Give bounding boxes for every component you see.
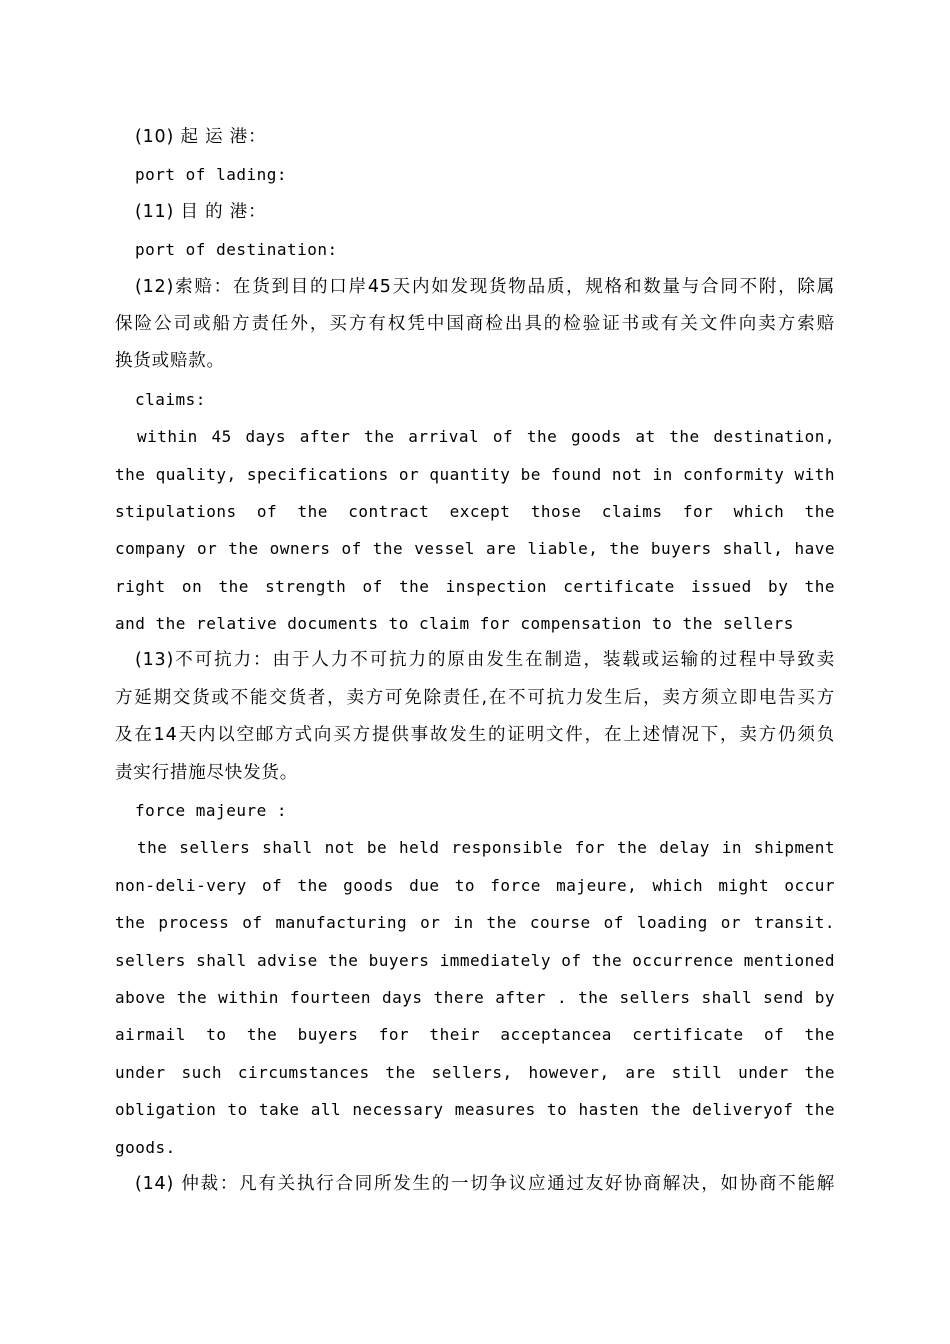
force-majeure-cn-line-1: (13)不可抗力：由于人力不可抗力的原由发生在制造，装载或运输的过程中导致卖	[135, 650, 835, 671]
claims-en-line-2: the quality, specifications or quantity be found not in conformity with	[115, 464, 835, 484]
claims-en-heading: claims:	[135, 389, 206, 409]
force-majeure-cn-line-3: 及在14天内以空邮方式向买方提供事故发生的证明文件，在上述情况下，卖方仍须负	[115, 725, 835, 746]
force-majeure-en-heading: force majeure :	[135, 801, 287, 821]
claims-cn-line-3: 换货或赔款。	[115, 351, 225, 372]
port-of-destination-cn-label: (11) 目 的 港：	[135, 201, 267, 222]
force-majeure-en-line-6: airmail to the buyers for their acceptancea certificate of the	[115, 1025, 835, 1045]
claims-en-line-4: company or the owners of the vessel are liable, the buyers shall, have	[115, 539, 835, 559]
force-majeure-en-line-4: sellers shall advise the buyers immediately of the occurrence mentioned	[115, 950, 835, 970]
port-of-lading-cn-label: (10) 起 运 港：	[135, 127, 267, 147]
force-majeure-en-line-2: non-deli-very of the goods due to force majeure, which might occur	[115, 875, 835, 895]
claims-en-line-5: right on the strength of the inspection certificate issued by the	[115, 576, 835, 596]
claims-cn-line-1: (12)索赔：在货到目的口岸45天内如发现货物品质，规格和数量与合同不附，除属	[135, 276, 835, 297]
force-majeure-en-line-3: the process of manufacturing or in the course of loading or transit.	[115, 913, 835, 933]
force-majeure-en-line-9: goods.	[115, 1137, 176, 1157]
force-majeure-en-line-8: obligation to take all necessary measures to hasten the deliveryof the	[115, 1100, 835, 1120]
claims-en-line-6: and the relative documents to claim for compensation to the sellers	[115, 614, 794, 634]
force-majeure-en-line-1: the sellers shall not be held responsible for the delay in shipment	[137, 838, 835, 858]
claims-cn-line-2: 保险公司或船方责任外，买方有权凭中国商检出具的检验证书或有关文件向卖方索赔	[115, 313, 835, 334]
force-majeure-cn-line-4: 责实行措施尽快发货。	[115, 762, 298, 783]
force-majeure-en-line-7: under such circumstances the sellers, however, are still under the	[115, 1062, 835, 1082]
document-page	[115, 119, 835, 1203]
force-majeure-cn-line-2: 方延期交货或不能交货者，卖方可免除责任,在不可抗力发生后，卖方须立即电告买方	[115, 687, 835, 708]
port-of-lading-en-label: port of lading:	[135, 165, 287, 185]
claims-en-line-3: stipulations of the contract except those claims for which the	[115, 501, 835, 521]
force-majeure-en-line-5: above the within fourteen days there after . the sellers shall send by	[115, 987, 835, 1007]
arbitration-cn-line-1: (14) 仲裁：凡有关执行合同所发生的一切争议应通过友好协商解决，如协商不能解	[135, 1173, 835, 1194]
claims-en-line-1: within 45 days after the arrival of the goods at the destination,	[137, 427, 835, 447]
port-of-destination-en-label: port of destination:	[135, 240, 338, 260]
